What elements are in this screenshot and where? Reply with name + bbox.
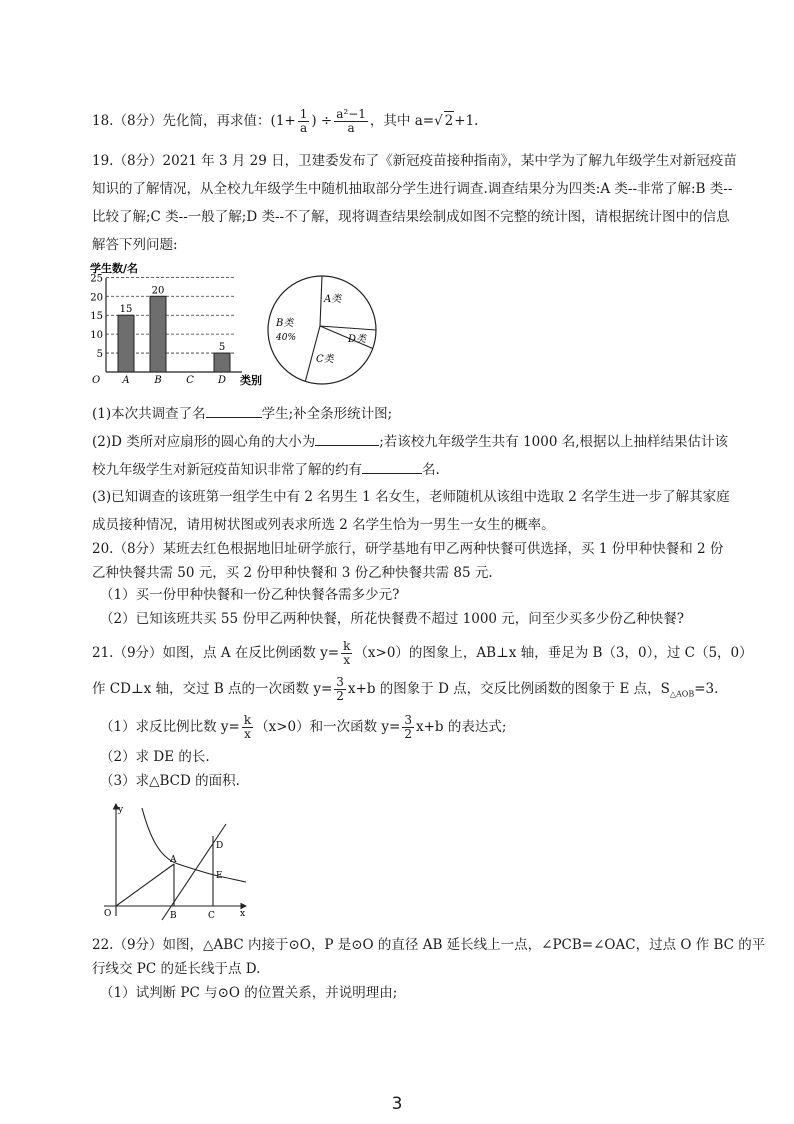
pie-slice-percent: 40% (276, 333, 297, 343)
q18-f2-num: a²−1 (336, 107, 366, 121)
q20-line-3: （1）买一份甲种快餐和一份乙种快餐各需多少元? (100, 587, 400, 603)
sqrt-symbol: √ (434, 113, 443, 129)
q18-mid: ) ÷ (311, 113, 333, 129)
q19-p2-text-a: (2)D 类所对应扇形的圆心角的大小为 (92, 434, 316, 450)
q18-fraction-2 (334, 108, 368, 135)
graph-label-E: E (216, 871, 223, 881)
pie-slice-label: C类 (316, 354, 334, 365)
pie-slice-label: D类 (348, 334, 367, 345)
q21-p1-frac-k (242, 714, 253, 741)
q21-part-3: （3）求△BCD 的面积. (100, 773, 240, 789)
q18-sqrt-value: 2 (444, 113, 454, 129)
pie-slice-label: B类 (276, 318, 294, 329)
q21-l2-sub: △AOB (669, 689, 695, 699)
q19-p1-text-a: (1)本次共调查了名 (92, 406, 206, 422)
q19-part-1 (92, 404, 392, 423)
q19-part-3-line-1: (3)已知调查的该班第一组学生中有 2 名男生 1 名女生，老师随机从该组中选取 2 名学生进一步了解其家庭 (92, 489, 730, 505)
q19-line-1: 19.（8分）2021 年 3 月 29 日，卫建委发布了《新冠疫苗接种指南》，某中学为了解九年级学生对新冠疫苗 (92, 153, 737, 169)
answer-blank[interactable] (362, 460, 422, 474)
hyperbola-curve (142, 808, 246, 882)
q21-l1-a: 21.（9分）如图，点 A 在反比例函数 y= (92, 645, 340, 661)
q19-part-3-line-2: 成员接种情况，请用树状图或列表求所选 2 名学生恰为一男生一女生的概率。 (92, 517, 555, 533)
q21-part-1 (100, 714, 506, 741)
bar-chart-category-label: C (186, 375, 194, 386)
frac-num: 3 (404, 713, 412, 727)
q18-f1-num: 1 (299, 107, 308, 121)
frac-den: x (244, 727, 251, 741)
bar-data-label: 5 (218, 342, 226, 354)
q21-p1-a: （1）求反比例比数 y= (100, 719, 240, 735)
bar-chart-tick-label: 20 (90, 292, 103, 304)
pie-circle (268, 276, 376, 384)
bar-chart-xlabel: 类别 (240, 374, 262, 387)
q21-line-1 (92, 640, 753, 667)
frac-den: x (343, 653, 351, 667)
q21-frac-slope (334, 676, 346, 703)
q19-p2-text-c: 校九年级学生对新冠疫苗知识非常了解的约有 (92, 462, 362, 478)
q18-given: ，其中 a= (369, 113, 435, 129)
page-number: 3 (391, 1094, 403, 1114)
bar-A (118, 315, 134, 372)
bar-chart-tick-label: 15 (90, 311, 103, 323)
q21-frac-k (341, 640, 352, 667)
q21-l2-c: =3. (694, 681, 719, 697)
frac-num: k (343, 639, 351, 653)
bar-data-label: 15 (119, 304, 133, 316)
q20-line-2: 乙种快餐共需 50 元，买 2 份甲种快餐和 3 份乙种快餐共需 85 元. (92, 565, 493, 581)
bar-B (150, 296, 166, 372)
function-graph (96, 798, 252, 924)
q22-line-3: （1）试判断 PC 与⊙O 的位置关系，并说明理由; (100, 985, 398, 1001)
q18-prefix: 18.（8分）先化简，再求值：(1+ (92, 113, 296, 129)
q20-line-1: 20.（8分）某班去红色根据地旧址研学旅行，研学基地有甲乙两种快餐可供选择，买 1 份甲种快餐和 2 份 (92, 541, 724, 557)
bar-chart-ylabel: 学生数/名 (90, 262, 139, 275)
q18-f1-den: a (299, 121, 308, 135)
bar-chart-tick-label: 10 (90, 330, 103, 342)
graph-label-B: B (170, 911, 177, 921)
graph-label-D: D (216, 841, 224, 851)
graph-label-y: y (118, 805, 124, 815)
q22-line-1: 22.（9分）如图，△ABC 内接于⊙O，P 是⊙O 的直径 AB 延长线上一点，∠PCB=∠OAC，过点 O 作 BC 的平 (92, 937, 766, 953)
bar-chart (84, 258, 274, 388)
frac-num: k (243, 713, 252, 727)
pie-slice-boundary (320, 276, 322, 326)
q19-p2-text-b: ;若该校九年级学生共有 1000 名,根据以上抽样结果估计该 (379, 434, 729, 450)
pie-slice-label: A类 (324, 294, 342, 305)
graph-label-O: O (104, 909, 112, 919)
bar-chart-tick-label: 25 (90, 273, 103, 285)
answer-blank[interactable] (206, 404, 262, 418)
bar-D (214, 353, 230, 372)
q18-fraction-1 (298, 108, 310, 135)
q21-l1-b: （x>0）的图象上，AB⊥x 轴，垂足为 B（3，0），过 C（5，0） (354, 645, 753, 661)
answer-blank[interactable] (315, 432, 379, 446)
graph-label-A: A (170, 855, 177, 865)
q21-line-2 (92, 676, 718, 704)
q21-p1-c: x+b 的表达式; (416, 719, 507, 735)
bar-chart-category-label: D (217, 375, 227, 386)
q21-part-2: （2）求 DE 的长. (100, 749, 210, 765)
q20-line-4: （2）已知该班共买 55 份甲乙两种快餐，所花快餐费不超过 1000 元，问至少买多少份乙种快餐? (100, 611, 685, 627)
graph-label-C: C (208, 911, 215, 921)
q21-l2-b: x+b 的图象于 D 点，交反比例函数的图象于 E 点，S (347, 681, 670, 697)
graph-label-x: x (240, 909, 246, 919)
frac-den: 2 (336, 689, 344, 703)
q19-p2-text-d: 名. (422, 462, 440, 478)
q19-line-3: 比较了解;C 类--一般了解;D 类--不了解，现将调查结果绘制成如图不完整的统计图，请根据统计图中的信息 (92, 209, 730, 225)
q18-f2-den: a (347, 121, 355, 135)
q21-l2-a: 作 CD⊥x 轴，交过 B 点的一次函数 y= (92, 681, 333, 697)
q21-p1-b: （x>0）和一次函数 y= (255, 719, 401, 735)
q19-line-4: 解答下列问题: (92, 237, 178, 253)
q19-p1-text-b: 学生;补全条形统计图; (261, 406, 393, 422)
q19-part-2b (92, 460, 440, 479)
frac-den: 2 (404, 727, 412, 741)
q18-line (92, 108, 478, 135)
line-OA (116, 864, 174, 906)
bar-chart-category-label: B (154, 375, 162, 386)
bar-data-label: 20 (151, 285, 165, 297)
q21-p1-frac-slope (402, 714, 414, 741)
bar-chart-origin-label: O (92, 375, 101, 386)
q22-line-2: 行线交 PC 的延长线于点 D. (92, 961, 261, 977)
bar-chart-tick-label: 5 (96, 349, 103, 361)
bar-chart-category-label: A (122, 375, 130, 386)
pie-chart (262, 274, 386, 386)
q19-part-2a (92, 432, 728, 451)
q19-line-2: 知识的了解情况，从全校九年级学生中随机抽取部分学生进行调查.调查结果分为四类:A 类--非常了解:B 类-- (92, 181, 733, 197)
frac-num: 3 (336, 675, 344, 689)
q18-tail: +1. (454, 113, 479, 129)
